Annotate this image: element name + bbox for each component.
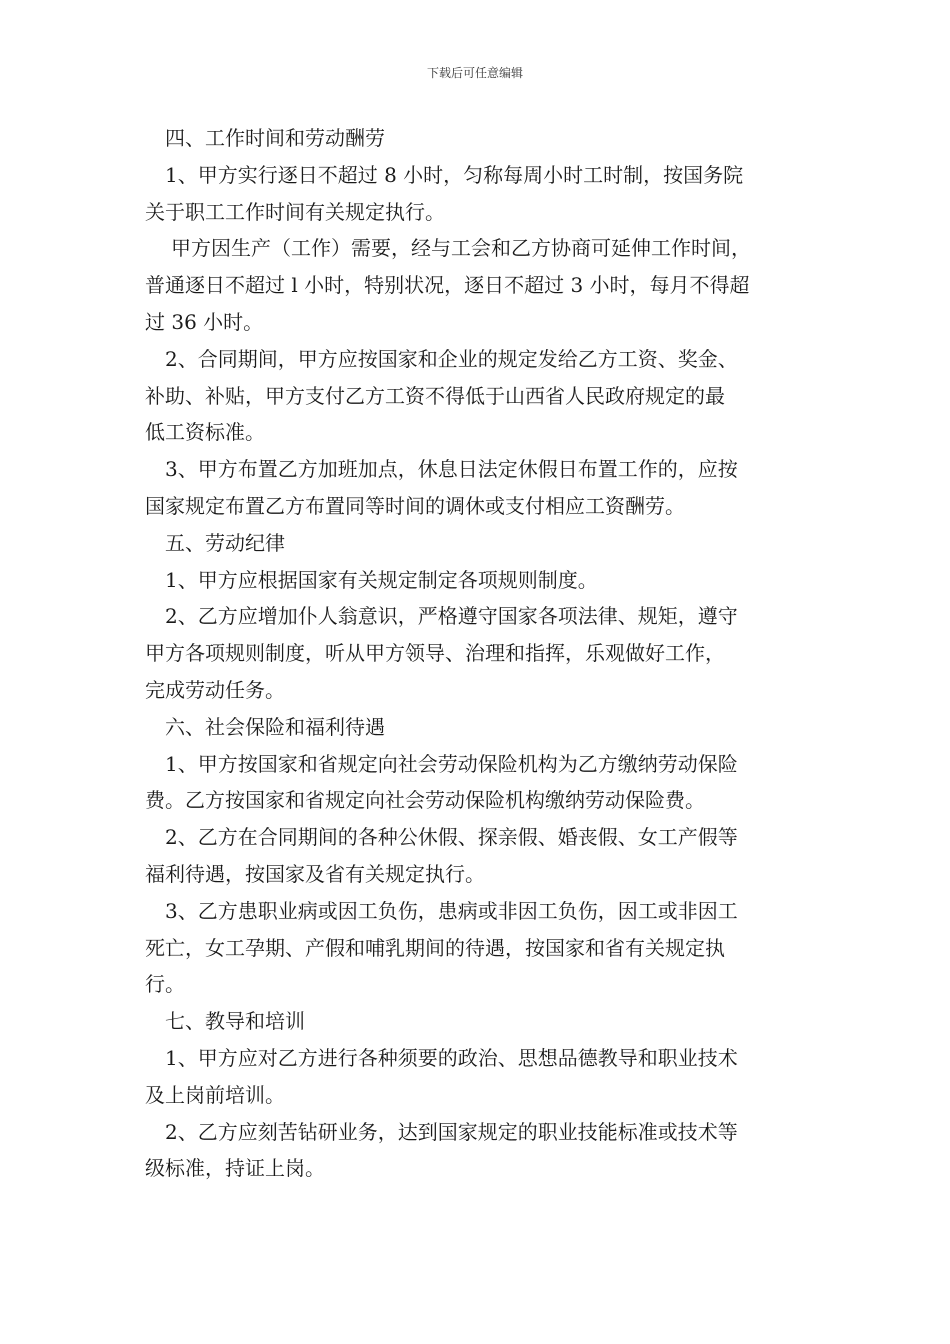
paragraph-line: 死亡，女工孕期、产假和哺乳期间的待遇，按国家和省有关规定执 [145, 935, 725, 960]
paragraph-line: 级标准，持证上岗。 [145, 1156, 325, 1181]
section-heading: 四、工作时间和劳动酬劳 [165, 126, 385, 150]
paragraph-line: 及上岗前培训。 [145, 1082, 285, 1107]
paragraph-line: 1、甲方应根据国家有关规定制定各项规则制度。 [165, 567, 598, 592]
section-heading: 六、社会保险和福利待遇 [165, 714, 385, 739]
section-heading: 七、教导和培训 [165, 1009, 305, 1034]
paragraph-line: 过 36 小时。 [145, 309, 264, 334]
paragraph-line: 1、甲方应对乙方进行各种须要的政治、思想品德教导和职业技术 [165, 1045, 738, 1070]
paragraph-line: 福利待遇，按国家及省有关规定执行。 [145, 861, 485, 886]
paragraph-line: 2、乙方应刻苦钻研业务，达到国家规定的职业技能标准或技术等 [165, 1119, 738, 1144]
section-heading: 五、劳动纪律 [165, 530, 285, 555]
paragraph-line: 关于职工工作时间有关规定执行。 [145, 199, 445, 224]
paragraph-line: 完成劳动任务。 [145, 677, 285, 702]
paragraph-line: 甲方各项规则制度，听从甲方领导、治理和指挥，乐观做好工作， [145, 641, 725, 666]
paragraph-line: 低工资标准。 [145, 420, 265, 445]
paragraph-line: 1、甲方实行逐日不超过 8 小时，匀称每周小时工时制，按国务院 [165, 162, 744, 187]
paragraph-line: 国家规定布置乙方布置同等时间的调休或支付相应工资酬劳。 [145, 493, 685, 518]
paragraph-line: 甲方因生产（工作）需要，经与工会和乙方协商可延伸工作时间， [171, 236, 751, 261]
paragraph-line: 2、合同期间，甲方应按国家和企业的规定发给乙方工资、奖金、 [165, 346, 738, 371]
document-body [145, 120, 815, 1187]
paragraph-line: 3、乙方患职业病或因工负伤，患病或非因工负伤，因工或非因工 [165, 898, 738, 923]
paragraph-line: 费。乙方按国家和省规定向社会劳动保险机构缴纳劳动保险费。 [145, 788, 705, 813]
paragraph-line: 行。 [145, 972, 185, 997]
paragraph-line: 2、乙方在合同期间的各种公休假、探亲假、婚丧假、女工产假等 [165, 825, 738, 850]
paragraph-line: 3、甲方布置乙方加班加点，休息日法定休假日布置工作的，应按 [165, 457, 738, 482]
paragraph-line: 2、乙方应增加仆人翁意识，严格遵守国家各项法律、规矩，遵守 [165, 604, 738, 629]
page-header: 下载后可任意编辑 [426, 66, 523, 80]
paragraph-line: 1、甲方按国家和省规定向社会劳动保险机构为乙方缴纳劳动保险 [165, 751, 738, 776]
paragraph-line: 补助、补贴，甲方支付乙方工资不得低于山西省人民政府规定的最 [145, 383, 725, 408]
paragraph-line: 普通逐日不超过 l 小时，特别状况，逐日不超过 3 小时，每月不得超 [145, 273, 750, 298]
